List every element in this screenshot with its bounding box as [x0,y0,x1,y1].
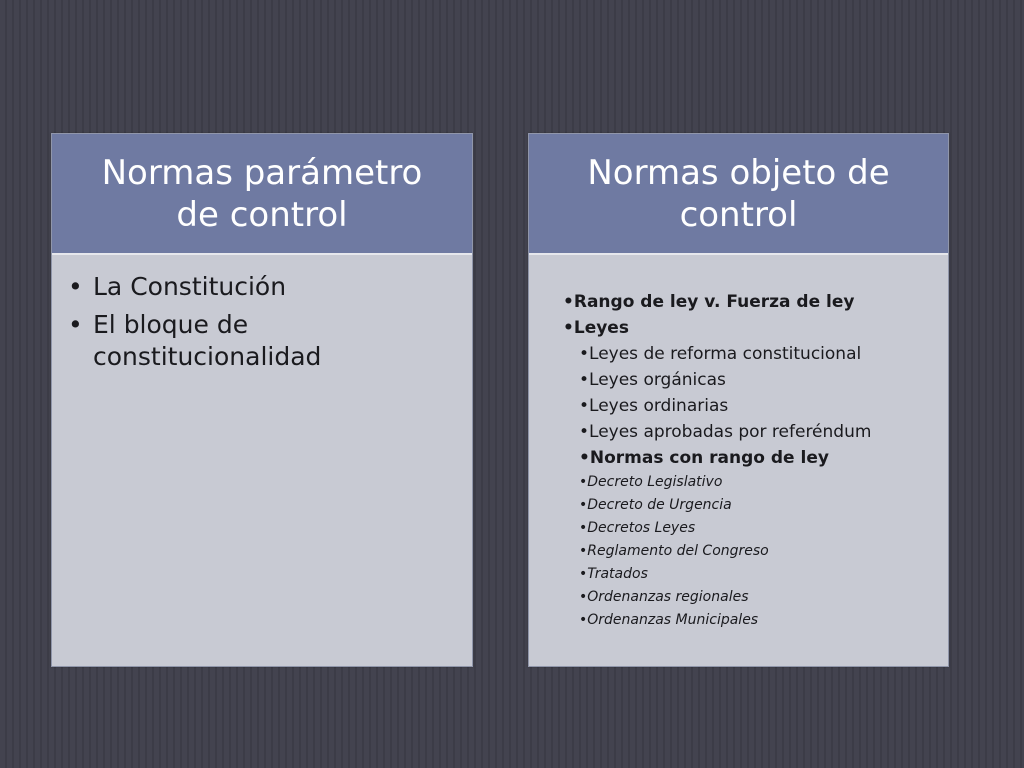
card-title: Normas objeto de control [587,152,890,235]
card-header-parametro [52,134,472,255]
list-item: •Decretos Leyes [579,520,696,536]
list-item: •Normas con rango de ley [579,448,829,468]
card-title: Normas parámetro de control [101,152,423,235]
list-item: •Ordenanzas regionales [579,589,749,605]
list-item: •Leyes aprobadas por referéndum [579,422,872,442]
bullet-icon: • [68,310,83,339]
list-item: •Decreto de Urgencia [579,497,732,513]
card-normas-objeto [528,133,949,667]
list-item: • La Constitución [68,272,287,301]
list-item: •Rango de ley v. Fuerza de ley [563,292,855,312]
list-item: •Reglamento del Congreso [579,543,769,559]
list-item: •Leyes ordinarias [579,396,729,416]
list-item: •Ordenanzas Municipales [579,612,759,628]
bullet-list [52,255,472,373]
bullet-list [563,289,943,632]
card-header-objeto [529,134,948,255]
card-normas-parametro [51,133,473,667]
card-body-parametro [52,255,472,373]
list-item: • El bloque de constitucionalidad [68,310,322,371]
bullet-icon: • [68,272,83,301]
list-item: •Tratados [579,566,648,582]
list-item: •Leyes de reforma constitucional [579,344,862,364]
list-item: •Leyes orgánicas [579,370,726,390]
list-item: •Leyes [563,318,629,338]
list-item: •Decreto Legislativo [579,474,723,490]
